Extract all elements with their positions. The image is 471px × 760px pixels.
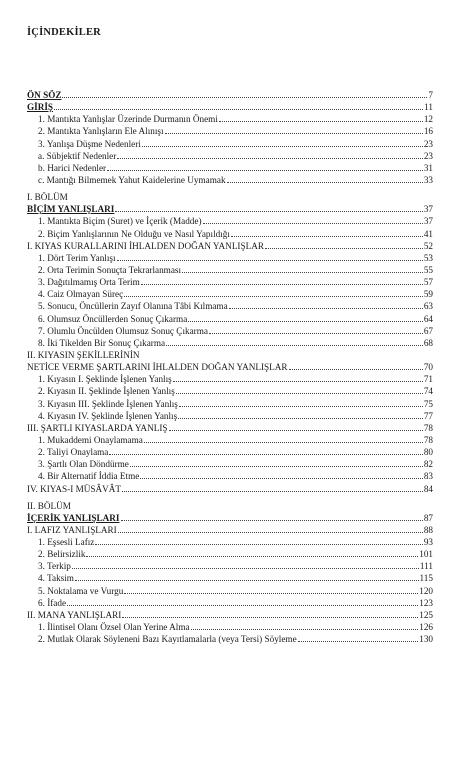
dot-leader: [227, 182, 423, 183]
toc-entry-title: 4. Bir Alternatif İddia Etme: [38, 471, 140, 482]
toc-entry[interactable]: [27, 373, 433, 385]
toc-entry[interactable]: [27, 597, 433, 609]
toc-page-number: 101: [419, 549, 433, 560]
table-of-contents: [27, 81, 433, 645]
dot-leader: [176, 393, 423, 394]
toc-page-number: 67: [423, 325, 433, 336]
dot-leader: [165, 133, 423, 134]
toc-page-number: 52: [423, 240, 433, 251]
toc-entry-title: 4. Kıyasın IV. Şeklinde İşlenen Yanlış: [38, 410, 178, 421]
toc-entry[interactable]: [27, 434, 433, 446]
toc-entry[interactable]: [27, 572, 433, 584]
toc-page-number: 120: [419, 585, 433, 596]
toc-entry-title: 2. Kıyasın II. Şeklinde İşlenen Yanlış: [38, 386, 175, 397]
toc-entry[interactable]: [27, 300, 433, 312]
toc-page-number: 53: [423, 252, 433, 263]
dot-leader: [298, 641, 419, 642]
dot-leader: [115, 211, 422, 212]
toc-entry-title: ÖN SÖZ: [27, 90, 62, 100]
toc-entry-title: 4. Caiz Olmayan Süreç: [38, 289, 124, 300]
toc-entry-title: 2. Orta Terimin Sonuçta Tekrarlanması: [38, 264, 182, 275]
dot-leader: [173, 381, 423, 382]
dot-leader: [229, 308, 423, 309]
toc-page-number: 11: [424, 102, 433, 113]
toc-page-number: 87: [423, 512, 433, 523]
toc-page-number: 78: [423, 422, 433, 433]
toc-entry-title: GİRİŞ: [27, 102, 54, 113]
toc-entry-title: 1. Mantıkta Yanlışlar Üzerinde Durmanın Önemi: [38, 114, 218, 125]
toc-page-number: 78: [423, 434, 433, 445]
dot-leader: [54, 109, 423, 110]
toc-entry[interactable]: [27, 276, 433, 288]
toc-page-number: 16: [423, 126, 433, 137]
toc-entry[interactable]: [27, 174, 433, 186]
toc-page-number: 84: [423, 483, 433, 494]
toc-entry[interactable]: [27, 215, 433, 227]
dot-leader: [209, 333, 423, 334]
toc-entry[interactable]: [27, 548, 433, 560]
toc-entry[interactable]: [27, 385, 433, 397]
dot-leader: [72, 568, 419, 569]
toc-entry[interactable]: [27, 446, 433, 458]
dot-leader: [191, 629, 419, 630]
toc-page-number: 77: [423, 410, 433, 421]
toc-entry[interactable]: [27, 325, 433, 337]
dot-leader: [122, 617, 418, 618]
dot-leader: [62, 97, 427, 98]
toc-page-number: 33: [423, 174, 433, 185]
toc-entry-title: 1. Mantıkta Biçim (Suret) ve İçerik (Madde): [38, 216, 202, 227]
toc-entry[interactable]: [27, 470, 433, 482]
toc-entry[interactable]: [27, 621, 433, 633]
dot-leader: [124, 296, 423, 297]
toc-entry-title: 6. İfade: [38, 597, 67, 608]
toc-page-number: 82: [423, 459, 433, 470]
toc-page-number: 83: [423, 471, 433, 482]
toc-page-number: 63: [423, 301, 433, 312]
toc-entry[interactable]: [27, 483, 433, 495]
toc-entry-title: 3. Şartlı Olan Döndürme: [38, 459, 129, 470]
toc-page-number: 55: [423, 264, 433, 275]
toc-entry-title: 2. Mutlak Olarak Söyleneni Bazı Kayıtlamalarla (veya Tersi) Söyleme: [38, 634, 297, 645]
toc-page-number: 126: [419, 622, 433, 633]
dot-leader: [86, 556, 418, 557]
toc-entry-title: 2. Biçim Yanlışlarının Ne Olduğu ve Nasıl Yapıldığı: [38, 228, 230, 239]
toc-entry-title: 3. Kıyasın III. Şeklinde İşlenen Yanlış: [38, 398, 178, 409]
toc-entry[interactable]: [27, 101, 433, 113]
dot-leader: [121, 520, 423, 521]
toc-entry-title: 7. Olumlu Öncülden Olumsuz Sonuç Çıkarma: [38, 325, 208, 336]
toc-entry-title: IV. KIYAS-I MÜSÂVÂT: [27, 483, 122, 494]
toc-entry-title: 1. Mukaddemi Onaylamama: [38, 434, 143, 445]
toc-entry[interactable]: [27, 138, 433, 150]
toc-entry-title: 3. Terkip: [38, 561, 71, 572]
toc-entry-title: İÇERİK YANLIŞLARI: [27, 512, 120, 523]
toc-page-number: 74: [423, 386, 433, 397]
dot-leader: [231, 236, 423, 237]
toc-entry-title: 3. Dağıtılmamış Orta Terim: [38, 277, 140, 288]
dot-leader: [144, 442, 423, 443]
toc-entry[interactable]: [27, 288, 433, 300]
toc-entry-title: II. BÖLÜM: [27, 500, 71, 511]
dot-leader: [107, 170, 423, 171]
dot-leader: [124, 593, 418, 594]
toc-entry[interactable]: [27, 633, 433, 645]
toc-entry-title: I. KIYAS KURALLARINI İHLALDEN DOĞAN YANLIŞLAR: [27, 240, 264, 251]
toc-entry-title: 1. Kıyasın I. Şeklinde İşlenen Yanlış: [38, 374, 172, 385]
toc-entry-title: 2. Taliyi Onaylama: [38, 447, 109, 458]
toc-entry[interactable]: [27, 264, 433, 276]
toc-entry[interactable]: [27, 337, 433, 349]
toc-entry-title: I. BÖLÜM: [27, 192, 68, 203]
toc-page-number: 37: [423, 216, 433, 227]
toc-entry[interactable]: [27, 162, 433, 174]
dot-leader: [67, 605, 418, 606]
toc-entry-title: NETİCE VERME ŞARTLARINI İHLALDEN DOĞAN YANLIŞLAR: [27, 362, 288, 373]
toc-page-number: 88: [423, 524, 433, 535]
toc-entry-title: b. Harici Nedenler: [38, 162, 107, 173]
toc-page-number: 57: [423, 277, 433, 288]
toc-entry[interactable]: [27, 125, 433, 137]
toc-entry[interactable]: [27, 585, 433, 597]
dot-leader: [178, 418, 423, 419]
dot-leader: [117, 260, 423, 261]
toc-entry-title: 2. Mantıkta Yanlışların Ele Alınışı: [38, 126, 164, 137]
dot-leader: [166, 345, 423, 346]
toc-page-number: 123: [419, 597, 433, 608]
toc-entry[interactable]: [27, 89, 433, 101]
toc-page-number: 115: [419, 573, 433, 584]
toc-entry[interactable]: [27, 560, 433, 572]
toc-entry-title: a. Sübjektif Nedenler: [38, 150, 117, 161]
toc-page-number: 70: [423, 362, 433, 373]
toc-section-label: [27, 191, 433, 203]
dot-leader: [179, 406, 423, 407]
toc-page-number: 37: [423, 204, 433, 215]
toc-page-number: 64: [423, 313, 433, 324]
toc-entry-title: 6. Olumsuz Öncüllerden Sonuç Çıkarma: [38, 313, 188, 324]
toc-page-number: 41: [423, 228, 433, 239]
dot-leader: [188, 321, 423, 322]
toc-spacer: [27, 81, 433, 89]
toc-page-number: 125: [419, 609, 433, 620]
toc-entry[interactable]: [27, 313, 433, 325]
toc-page-number: 23: [423, 138, 433, 149]
toc-page-number: 71: [423, 374, 433, 385]
toc-section-label: [27, 349, 433, 361]
dot-leader: [75, 580, 419, 581]
dot-leader: [289, 369, 423, 370]
toc-entry[interactable]: [27, 228, 433, 240]
toc-page-number: 130: [419, 634, 433, 645]
dot-leader: [95, 544, 422, 545]
toc-entry[interactable]: [27, 536, 433, 548]
dot-leader: [265, 248, 423, 249]
toc-entry[interactable]: [27, 398, 433, 410]
dot-leader: [141, 284, 423, 285]
toc-entry-title: 4. Taksim: [38, 573, 74, 584]
dot-leader: [219, 121, 423, 122]
dot-leader: [182, 272, 423, 273]
toc-entry-title: BİÇİM YANLIŞLARI: [27, 204, 115, 215]
toc-entry-title: 3. Yanlışa Düşme Nedenleri: [38, 138, 141, 149]
toc-page-number: 80: [423, 447, 433, 458]
toc-page-number: 23: [423, 150, 433, 161]
dot-leader: [203, 223, 423, 224]
toc-entry-title: II. KIYASIN ŞEKİLLERİNİN: [27, 349, 140, 360]
dot-leader: [117, 158, 422, 159]
toc-entry-title: 1. Eşsesli Lafız: [38, 537, 95, 548]
dot-leader: [140, 478, 423, 479]
toc-page-number: 75: [423, 398, 433, 409]
toc-page-number: 7: [428, 90, 433, 100]
dot-leader: [169, 430, 423, 431]
toc-section-label: [27, 500, 433, 512]
dot-leader: [122, 491, 423, 492]
toc-entry-title: I. LAFIZ YANLIŞLARI: [27, 524, 117, 535]
toc-entry[interactable]: [27, 422, 433, 434]
dot-leader: [130, 466, 423, 467]
dot-leader: [118, 532, 423, 533]
toc-entry-title: 5. Sonucu, Öncüllerin Zayıf Olanına Tâbi Kılmama: [38, 301, 228, 312]
toc-page-number: 12: [423, 114, 433, 125]
toc-entry[interactable]: [27, 240, 433, 252]
toc-entry-title: 5. Noktalama ve Vurgu: [38, 585, 124, 596]
toc-entry[interactable]: [27, 609, 433, 621]
toc-entry[interactable]: [27, 113, 433, 125]
toc-entry-title: III. ŞARTLI KIYASLARDA YANLIŞ: [27, 422, 168, 433]
toc-entry[interactable]: [27, 512, 433, 524]
toc-entry[interactable]: [27, 524, 433, 536]
toc-entry-title: 2. Belirsizlik: [38, 549, 86, 560]
toc-entry-title: c. Mantığı Bilmemek Yahut Kaidelerine Uymamak: [38, 174, 226, 185]
toc-entry[interactable]: [27, 361, 433, 373]
toc-entry[interactable]: [27, 252, 433, 264]
toc-page-number: 31: [423, 162, 433, 173]
toc-entry[interactable]: [27, 458, 433, 470]
toc-entry-title: 1. Dört Terim Yanlışı: [38, 252, 116, 263]
toc-page-number: 59: [423, 289, 433, 300]
toc-page-number: 93: [423, 537, 433, 548]
toc-entry[interactable]: [27, 203, 433, 215]
dot-leader: [142, 146, 423, 147]
toc-entry-title: II. MANA YANLIŞLARI: [27, 609, 122, 620]
page-title: İÇİNDEKİLER: [27, 27, 101, 38]
toc-entry[interactable]: [27, 410, 433, 422]
toc-entry-title: 1. İlintisel Olanı Özsel Olan Yerine Alma: [38, 622, 190, 633]
dot-leader: [109, 454, 422, 455]
toc-entry-title: 8. İki Tikelden Bir Sonuç Çıkarma: [38, 337, 166, 348]
toc-page-number: 68: [423, 337, 433, 348]
toc-page-number: 111: [419, 561, 433, 572]
toc-entry[interactable]: [27, 150, 433, 162]
